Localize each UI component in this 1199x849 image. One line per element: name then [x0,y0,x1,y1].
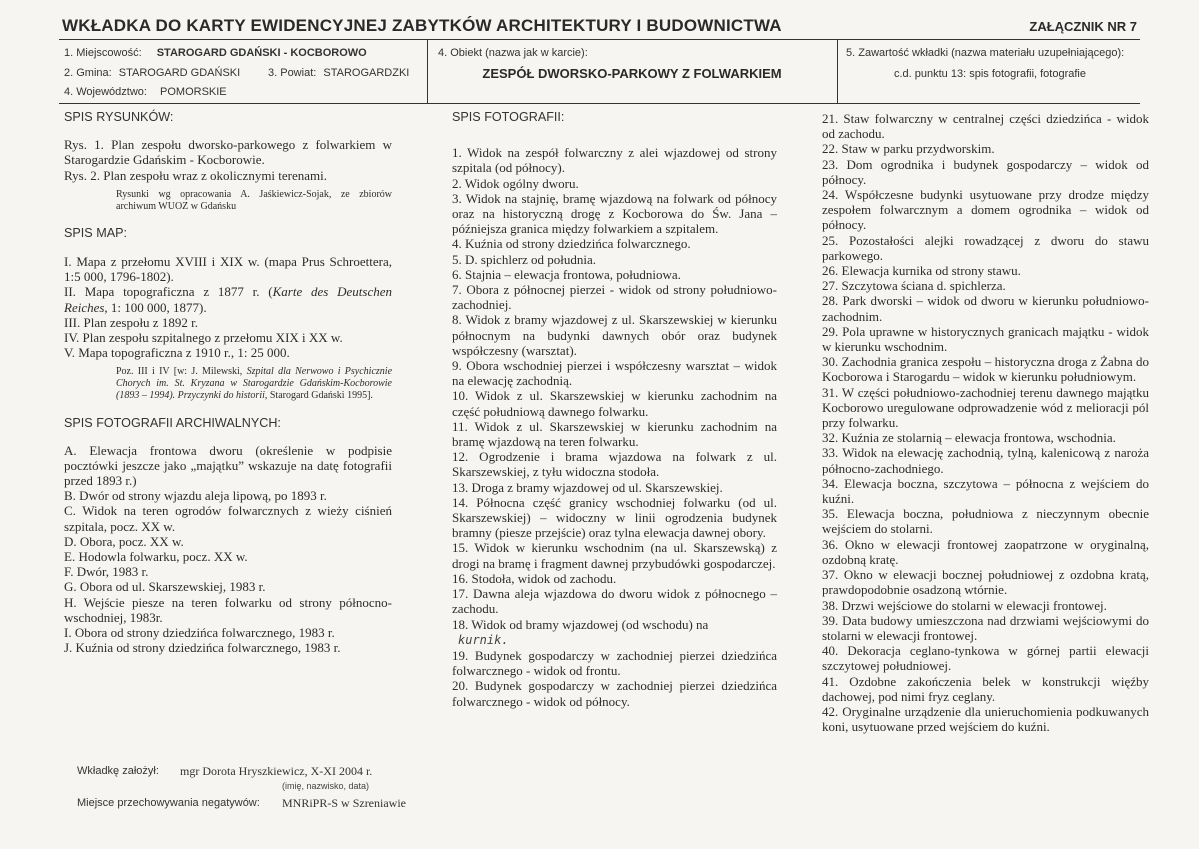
photo-item: 29. Pola uprawne w historycznych granicach majątku - widok w kierunku wschodnim. [822,323,1149,355]
archival-photo-list [64,443,392,656]
photo-item: 5. D. spichlerz od południa. [452,251,597,267]
photo-item [452,617,777,648]
map-item-title: Karte des Deutschen Reiches [64,284,392,315]
spis-rysunkow-heading: SPIS RYSUNKÓW: [64,110,174,124]
photo-list [452,145,777,616]
wojewodztwo-field [64,86,227,98]
info-rule [59,103,1140,104]
photo-item: 3. Widok na stajnię, bramę wjazdową na folwark od północy oraz na historyczną drogę z Kocborowa do Św. Jana – późniejsza granica między folwarkiem a szpitalem. [452,190,777,237]
photo-item: 7. Obora z północnej pierzei - widok od strony południowo-zachodniej. [452,282,777,313]
spis-map-heading: SPIS MAP: [64,225,127,240]
photo-item: 32. Kuźnia ze stolarnią – elewacja frontowa, wschodnia. [822,430,1116,446]
map-item-text: III. Plan zespołu z 1892 r. [64,314,198,330]
photo-item: 2. Widok ogólny dworu. [452,175,579,191]
photo-list-continued [452,648,777,709]
archival-photo-item: E. Hodowla folwarku, pocz. XX w. [64,549,248,565]
photo-item: 34. Elewacja boczna, szczytowa – północna z wejściem do kuźni. [822,475,1149,507]
powiat-label: 3. Powiat: [268,67,317,79]
powiat-field [268,67,409,79]
archival-photo-item: H. Wejście piesze na teren folwarku od strony północno-wschodniej, 1983r. [64,594,392,625]
miejscowosc-value: STAROGARD GDAŃSKI - KOCBOROWO [156,47,367,59]
photo-item: 24. Współczesne budynki usytuowane przy drodze między zespołem folwarcznym a domem ogrodnika – widok od północy. [822,187,1149,233]
document-title: WKŁADKA DO KARTY EWIDENCYJNEJ ZABYTKÓW ARCHITEKTURY I BUDOWNICTWA [62,16,782,35]
photo-item: 26. Elewacja kurnika od strony stawu. [822,263,1021,279]
miejscowosc-label: 1. Miejscowość: [64,47,142,59]
handwritten-note: kurnik. [458,632,509,647]
archival-photo-item: B. Dwór od strony wjazdu aleja lipową, po 1893 r. [64,488,327,504]
photo-item: 13. Droga z bramy wjazdowej od ul. Skarszewskiej. [452,479,723,495]
powiat-value: STAROGARDZKI [323,67,410,79]
photo-item: 42. Oryginalne urządzenie dla unieruchomienia podkuwanych koni, usytuowane przed wejściem do kuźni. [822,703,1149,735]
obiekt-value: ZESPÓŁ DWORSKO-PARKOWY Z FOLWARKIEM [482,66,782,81]
column-1 [64,110,392,655]
map-item [64,315,392,330]
photo-item: 15. Widok w kierunku wschodnim (na ul. Skarszewską) z drogi na bramę i fragment dawnej przybudówki gospodarczej. [452,540,777,571]
photo-item: 16. Stodoła, widok od zachodu. [452,570,617,586]
photo-item: 27. Szczytowa ściana d. spichlerza. [822,278,1006,294]
photo-item: 33. Widok na elewację zachodnią, tylną, kalenicową z narożа północno-zachodniego. [822,445,1149,476]
rysunek-item: Rys. 2. Plan zespołu wraz z okolicznymi terenami. [64,167,328,183]
info-divider-right [837,40,838,103]
photo-item: 10. Widok z ul. Skarszewskiej w kierunku zachodnim na część południową dawnego folwarku. [452,388,777,419]
gmina-value: STAROGARD GDAŃSKI [118,67,241,79]
wojewodztwo-label: 4. Województwo: [64,86,147,98]
photo-item: 28. Park dworski – widok od dworu w kierunku południowo-zachodnim. [822,293,1149,324]
rysunki-note: Rysunki wg opracowania A. Jaśkiewicz-Sojak, ze zbiorów archiwum WUOZ w Gdańsku [116,188,392,212]
miejsce-label: Miejsce przechowywania negatywów: [77,797,260,809]
archival-photo-item: D. Obora, pocz. XX w. [64,533,184,549]
attachment-number: ZAŁĄCZNIK NR 7 [1029,19,1137,34]
column-3 [822,111,1149,734]
photo-item: 23. Dom ogrodnika i budynek gospodarczy – widok od północy. [822,156,1149,187]
info-divider-left [427,40,428,103]
photo-item: 9. Obora wschodniej pierzei i współczesny warsztat – widok na elewację zachodnią. [452,358,777,389]
gmina-field [64,67,240,79]
rysunek-item: Rys. 1. Plan zespołu dworsko-parkowego z folwarkiem w Starogardzie Gdańskim - Kocborowie. [64,137,392,168]
spis-fotografii-archiwalnych-heading: SPIS FOTOGRAFII ARCHIWALNYCH: [64,416,281,431]
photo-item: 17. Dawna aleja wjazdowa do dworu widok z północnego – zachodu. [452,586,777,617]
map-note-title: Szpital dla Nerwowo i Psychicznie Chorych im. St. Kryzana w Starogardzie Gdańskim-Kocborowie (1893 – 1994). Przyczynki do historii [116,366,393,402]
zalozyl-hint: (imię, nazwisko, data) [282,781,370,791]
archival-photo-item: C. Widok na teren ogrodów folwarcznych z wieży ciśnień szpitala, pocz. XX w. [64,503,392,534]
miejsce-value: MNRiPR-S w Szreniawie [282,796,406,810]
archival-photo-item: I. Obora od strony dziedzińca folwarcznego, 1983 r. [64,625,335,641]
photo-item-18-text: 18. Widok od bramy wjazdowej (od wschodu) na [452,616,709,632]
map-item [64,345,392,360]
header-rule [59,39,1140,40]
map-item-text: V. Mapa topograficzna z 1910 r., 1: 25 000. [64,345,290,361]
photo-item: 12. Ogrodzenie i brama wjazdowa na folwark z ul. Skarszewskiej, z tyłu widoczna stodoła. [452,449,777,480]
miejscowosc-field [64,47,367,59]
archival-photo-item: F. Dwór, 1983 r. [64,564,149,580]
map-item-text: II. Mapa topograficzna z 1877 r. ( [64,284,273,300]
map-item [64,284,392,314]
photo-item: 14. Północna część granicy wschodniej folwarku (od ul. Skarszewskiej) – widoczny w linii ogrodzenia budynek bramny (piesze przejście) oraz tylna elewacja dawnej obory. [452,494,777,541]
wojewodztwo-value: POMORSKIE [160,86,227,98]
photo-list-continued [822,111,1149,734]
photo-item: 6. Stajnia – elewacja frontowa, południowa. [452,266,681,282]
zalozyl-label: Wkładkę założył: [77,765,159,777]
photo-item: 40. Dekoracja ceglano-tynkowa w górnej partii elewacji szczytowej południowej. [822,643,1149,674]
archival-photo-item: A. Elewacja frontowa dworu (określenie w podpisie pocztówki jeszcze jako „majątku” wskazuje na datę fotografii przed 1893 r.) [64,442,392,489]
photo-item: 4. Kuźnia od strony dziedzińca folwarcznego. [452,236,691,252]
map-list [64,254,392,360]
photo-item: 41. Ozdobne zakończenia belek w konstrukcji więźby dachowej, pod nimi fryz ceglany. [822,673,1149,704]
photo-item: 1. Widok na zespół folwarczny z alei wjazdowej od strony szpitala (od północy). [452,145,777,176]
archival-photo-item: J. Kuźnia od strony dziedzińca folwarcznego, 1983 r. [64,640,341,656]
obiekt-label: 4. Obiekt (nazwa jak w karcie): [438,47,588,59]
gmina-label: 2. Gmina: [64,67,112,79]
map-item [64,330,392,345]
photo-item: 36. Okno w elewacji frontowej zaopatrzone w oryginalną, ozdobną kratę. [822,536,1149,567]
photo-item: 25. Pozostałości alejki rowadzącej z dworu do stawu parkowego. [822,232,1149,263]
zalozyl-value: mgr Dorota Hryszkiewicz, X-XI 2004 r. [180,764,373,778]
map-note [116,366,392,402]
archival-photo-item: G. Obora od ul. Skarszewskiej, 1983 r. [64,579,266,595]
spis-fotografii-heading: SPIS FOTOGRAFII: [452,110,565,124]
photo-item: 35. Elewacja boczna, południowa z nieczynnym obecnie wejściem do stolarni. [822,506,1149,537]
zawartosc-label: 5. Zawartość wkładki (nazwa materiału uzupełniającego): [846,47,1125,59]
photo-item: 19. Budynek gospodarczy w zachodniej pierzei dziedzińca folwarcznego - widok od frontu. [452,647,777,679]
photo-item: 38. Drzwi wejściowe do stolarni w elewacji frontowej. [822,597,1107,613]
photo-item: 8. Widok z bramy wjazdowej z ul. Skarszewskiej w kierunku północnym na budynki dawnych obór oraz budynek współczesny (warsztat). [452,312,777,358]
photo-item: 37. Okno w elewacji bocznej południowej z ozdobna kratą, prawdopodobnie osadzoną wtórnie. [822,567,1149,598]
photo-item: 11. Widok z ul. Skarszewskiej w kierunku zachodnim na bramę wjazdową na teren folwarku. [452,418,777,450]
column-2 [452,110,777,709]
map-item-text: , 1: 100 000, 1877). [104,299,207,315]
photo-item: 30. Zachodnia granica zespołu – historyczna droga z Żabna do Kocborowa i Starogardu – widok w kierunku południowym. [822,354,1149,385]
zawartosc-value: c.d. punktu 13: spis fotografii, fotografie [893,68,1086,80]
photo-item: 20. Budynek gospodarczy w zachodniej pierzei dziedzińca folwarcznego - widok od północy. [452,678,777,709]
map-note-suffix: , Starogard Gdański 1995]. [264,390,373,402]
map-item-text: I. Mapa z przełomu XVIII i XIX w. (mapa Prus Schroettera, 1:5 000, 1796-1802). [64,254,392,285]
map-item-text: IV. Plan zespołu szpitalnego z przełomu XIX i XX w. [64,330,343,346]
map-note-prefix: Poz. III i IV [w: J. Milewski, [116,366,247,378]
map-item [64,254,392,284]
photo-item: 22. Staw w parku przydworskim. [822,141,995,157]
photo-item: 21. Staw folwarczny w centralnej części dziedzińca - widok od zachodu. [822,111,1149,142]
photo-item: 39. Data budowy umieszczona nad drzwiami wejściowymi do stolarni w elewacji frontowej. [822,612,1149,643]
photo-item: 31. W części południowo-zachodniej terenu dawnego majątku Kocborowo uregulowane odprowadzenie wód z melioracji pól przy folwarku. [822,384,1149,431]
